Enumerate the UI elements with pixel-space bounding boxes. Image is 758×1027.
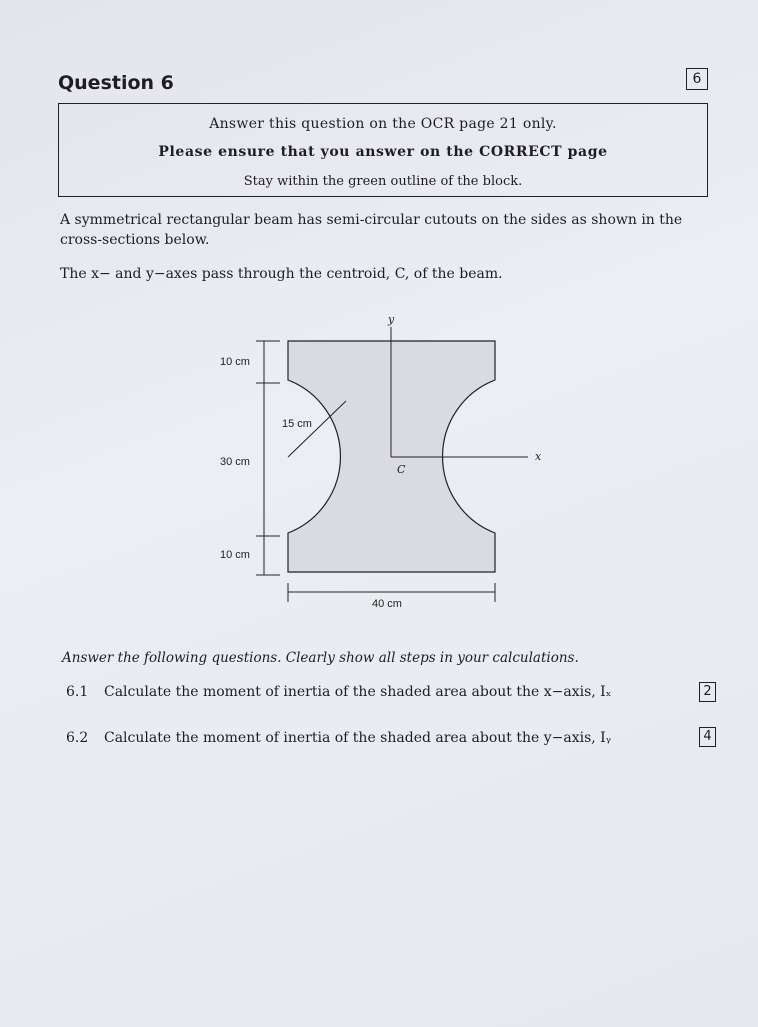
instruction-line-1: Answer this question on the OCR page 21 only. xyxy=(209,116,557,132)
question-title: Question 6 xyxy=(58,72,174,94)
radius-label: 15 cm xyxy=(282,418,312,430)
beam-cross-section-diagram xyxy=(200,305,560,615)
dimension-middle-label: 30 cm xyxy=(220,456,250,468)
width-label: 40 cm xyxy=(372,598,402,610)
description-paragraph: A symmetrical rectangular beam has semi-circular cutouts on the sides as shown in the cross-sections below. xyxy=(60,212,683,248)
sub-question-text: Calculate the moment of inertia of the shaded area about the y−axis, Iᵧ xyxy=(104,730,611,746)
sub-question-6-1-marks: 2 xyxy=(699,682,716,702)
sub-question-number: 6.2 xyxy=(66,730,89,746)
instruction-line-3: Stay within the green outline of the block. xyxy=(243,174,523,189)
sub-question-6-2-marks: 4 xyxy=(699,727,716,747)
instructions-box xyxy=(58,103,708,197)
instruction-line-2: Please ensure that you answer on the CORRECT page xyxy=(158,144,608,160)
answer-instructions: Answer the following questions. Clearly show all steps in your calculations. xyxy=(62,650,579,666)
centroid-label: C xyxy=(397,463,406,476)
sub-question-6-1 xyxy=(66,684,612,700)
dimension-bottom-label: 10 cm xyxy=(220,549,250,561)
sub-question-6-2 xyxy=(66,730,611,746)
dimension-top-label: 10 cm xyxy=(220,356,250,368)
y-axis-label: y xyxy=(388,313,395,326)
sub-question-text: Calculate the moment of inertia of the shaded area about the x−axis, Iₓ xyxy=(104,684,612,700)
sub-question-number: 6.1 xyxy=(66,684,89,700)
question-marks-box: 6 xyxy=(686,68,708,90)
x-axis-label: x xyxy=(535,450,542,463)
axes-paragraph: The x− and y−axes pass through the centroid, C, of the beam. xyxy=(60,266,503,282)
